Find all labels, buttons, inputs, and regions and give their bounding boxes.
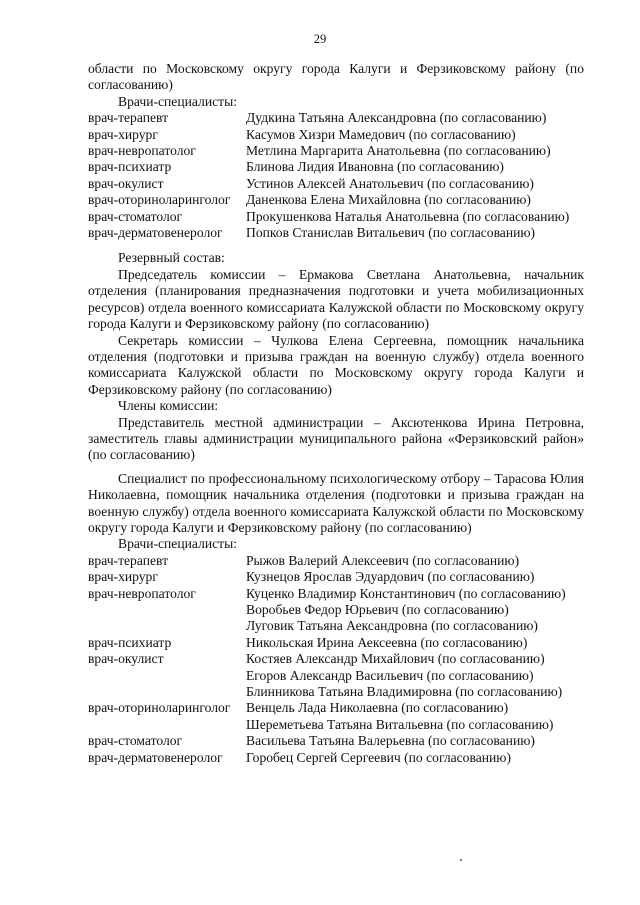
specialist-role: врач-стоматолог [88, 208, 183, 224]
specialist-role: врач-терапевт [88, 552, 169, 568]
specialist-names [246, 209, 584, 225]
specialist-role: врач-окулист [88, 175, 164, 191]
specialist-name: Попков Станислав Витальевич (по согласованию) [246, 225, 536, 241]
specialist-row [88, 569, 584, 585]
scan-speck [460, 859, 462, 861]
specialist-row [88, 553, 584, 569]
specialist-names [246, 159, 584, 175]
specialist-names [246, 225, 584, 241]
specialist-name: Прокушенкова Наталья Анатольевна (по согласованию) [246, 208, 570, 224]
specialist-row [88, 209, 584, 225]
specialist-role: врач-окулист [88, 651, 164, 667]
specialist-row [88, 143, 584, 159]
specialist-name: Горобец Сергей Сергеевич (по согласованию) [246, 749, 511, 765]
specialist-name: Егоров Александр Васильевич (по согласованию) [246, 667, 534, 683]
admin-rep-paragraph: Представитель местной администрации – Аксютенкова Ирина Петровна, заместитель главы администрации муниципального района «Ферзиковский район» (по согласованию) [88, 414, 584, 463]
specialist-name: Кузнецов Ярослав Эдуардович (по согласованию) [246, 569, 535, 585]
reserve-specialists-list [88, 553, 584, 766]
specialist-name: Шереметьева Татьяна Витальевна (по согласованию) [246, 716, 554, 732]
specialist-row [88, 127, 584, 143]
specialist-name: Венцель Лада Николаевна (по согласованию) [246, 700, 509, 716]
specialist-row [88, 159, 584, 175]
specialist-row [88, 586, 584, 635]
specialist-name: Васильева Татьяна Валерьевна (по согласованию) [246, 733, 535, 749]
specialist-row [88, 651, 584, 700]
specialist-role: врач-оториноларинголог [88, 192, 231, 208]
specialist-role: врач-психиатр [88, 159, 172, 175]
specialist-names [246, 569, 584, 585]
specialist-names [246, 110, 584, 126]
specialist-name: Куценко Владимир Константинович (по согласованию) [246, 585, 566, 601]
specialist-names [246, 586, 584, 635]
secretary-paragraph: Секретарь комиссии – Чулкова Елена Сергеевна, помощник начальника отделения (подготовки и призыва граждан на военную службу) отдела военного комиссариата Калужской области по Московскому округу города Калуги и Ферзиковскому району (по согласованию) [88, 332, 584, 397]
specialist-row [88, 733, 584, 749]
specialist-name: Блинова Лидия Ивановна (по согласованию) [246, 159, 504, 175]
specialist-row [88, 750, 584, 766]
specialist-row [88, 700, 584, 733]
specialist-role: врач-невропатолог [88, 143, 196, 159]
specialist-name: Дудкина Татьяна Александровна (по согласованию) [246, 110, 547, 126]
specialist-role: врач-психиатр [88, 634, 172, 650]
specialist-role: врач-хирург [88, 569, 158, 585]
specialist-role: врач-хирург [88, 126, 158, 142]
chairman-paragraph: Председатель комиссии – Ермакова Светлана Анатольевна, начальник отделения (планирования предназначения подготовки и учета мобилизационных ресурсов) отдела военного комиссариата Калужской области по Московскому округу города Калуги и Ферзиковскому району (по согласованию) [88, 266, 584, 332]
specialist-role: врач-дерматовенеролог [88, 225, 223, 241]
specialist-row [88, 225, 584, 241]
specialist-role: врач-дерматовенеролог [88, 749, 223, 765]
specialist-names [246, 127, 584, 143]
specialist-row [88, 176, 584, 192]
specialist-names [246, 750, 584, 766]
specialist-row [88, 192, 584, 208]
specialist-role: врач-стоматолог [88, 733, 183, 749]
specialist-names [246, 192, 584, 208]
specialist-name: Рыжов Валерий Алексеевич (по согласованию) [246, 552, 520, 568]
specialist-names [246, 635, 584, 651]
specialist-name: Блинникова Татьяна Владимировна (по согласованию) [246, 684, 563, 700]
specialist-name: Касумов Хизри Мамедович (по согласованию) [246, 126, 516, 142]
reserve-specialists-heading: Врачи-специалисты: [118, 536, 237, 552]
page-number: 29 [313, 32, 327, 46]
main-specialists-heading: Врачи-специалисты: [118, 93, 237, 109]
specialist-name: Даненкова Елена Михайловна (по согласованию) [246, 192, 531, 208]
specialist-names [246, 553, 584, 569]
specialist-row [88, 110, 584, 126]
specialist-role: врач-терапевт [88, 110, 169, 126]
reserve-heading: Резервный состав: [118, 250, 225, 266]
main-specialists-list [88, 110, 584, 241]
psych-specialist-paragraph: Специалист по профессиональному психологическому отбору – Тарасова Юлия Николаевна, помощник начальника отделения (подготовки и призыва граждан на военную службу) отдела военного комиссариата Калужской области по Московскому округу города Калуги и Ферзиковскому району (по согласованию) [88, 470, 584, 535]
specialist-name: Воробьев Федор Юрьевич (по согласованию) [246, 602, 509, 617]
specialist-role: врач-невропатолог [88, 585, 196, 601]
specialist-names [246, 176, 584, 192]
specialist-name: Устинов Алексей Анатольевич (по согласованию) [246, 175, 534, 191]
specialist-name: Костяев Александр Михайлович (по согласованию) [246, 651, 545, 667]
specialist-name: Никольская Ирина Аексеевна (по согласованию) [246, 634, 528, 650]
specialist-role: врач-оториноларинголог [88, 700, 231, 716]
specialist-names [246, 651, 584, 700]
specialist-name: Метлина Маргарита Анатольевна (по согласованию) [246, 143, 551, 159]
members-heading: Члены комиссии: [118, 398, 219, 414]
specialist-row [88, 635, 584, 651]
specialist-names [246, 733, 584, 749]
specialist-name: Луговик Татьяна Аександровна (по согласованию) [246, 618, 538, 634]
page-content [88, 61, 584, 766]
specialist-names [246, 143, 584, 159]
specialist-names [246, 700, 584, 733]
intro-paragraph: области по Московскому округу города Калуги и Ферзиковскому району (по согласованию) [88, 61, 584, 93]
